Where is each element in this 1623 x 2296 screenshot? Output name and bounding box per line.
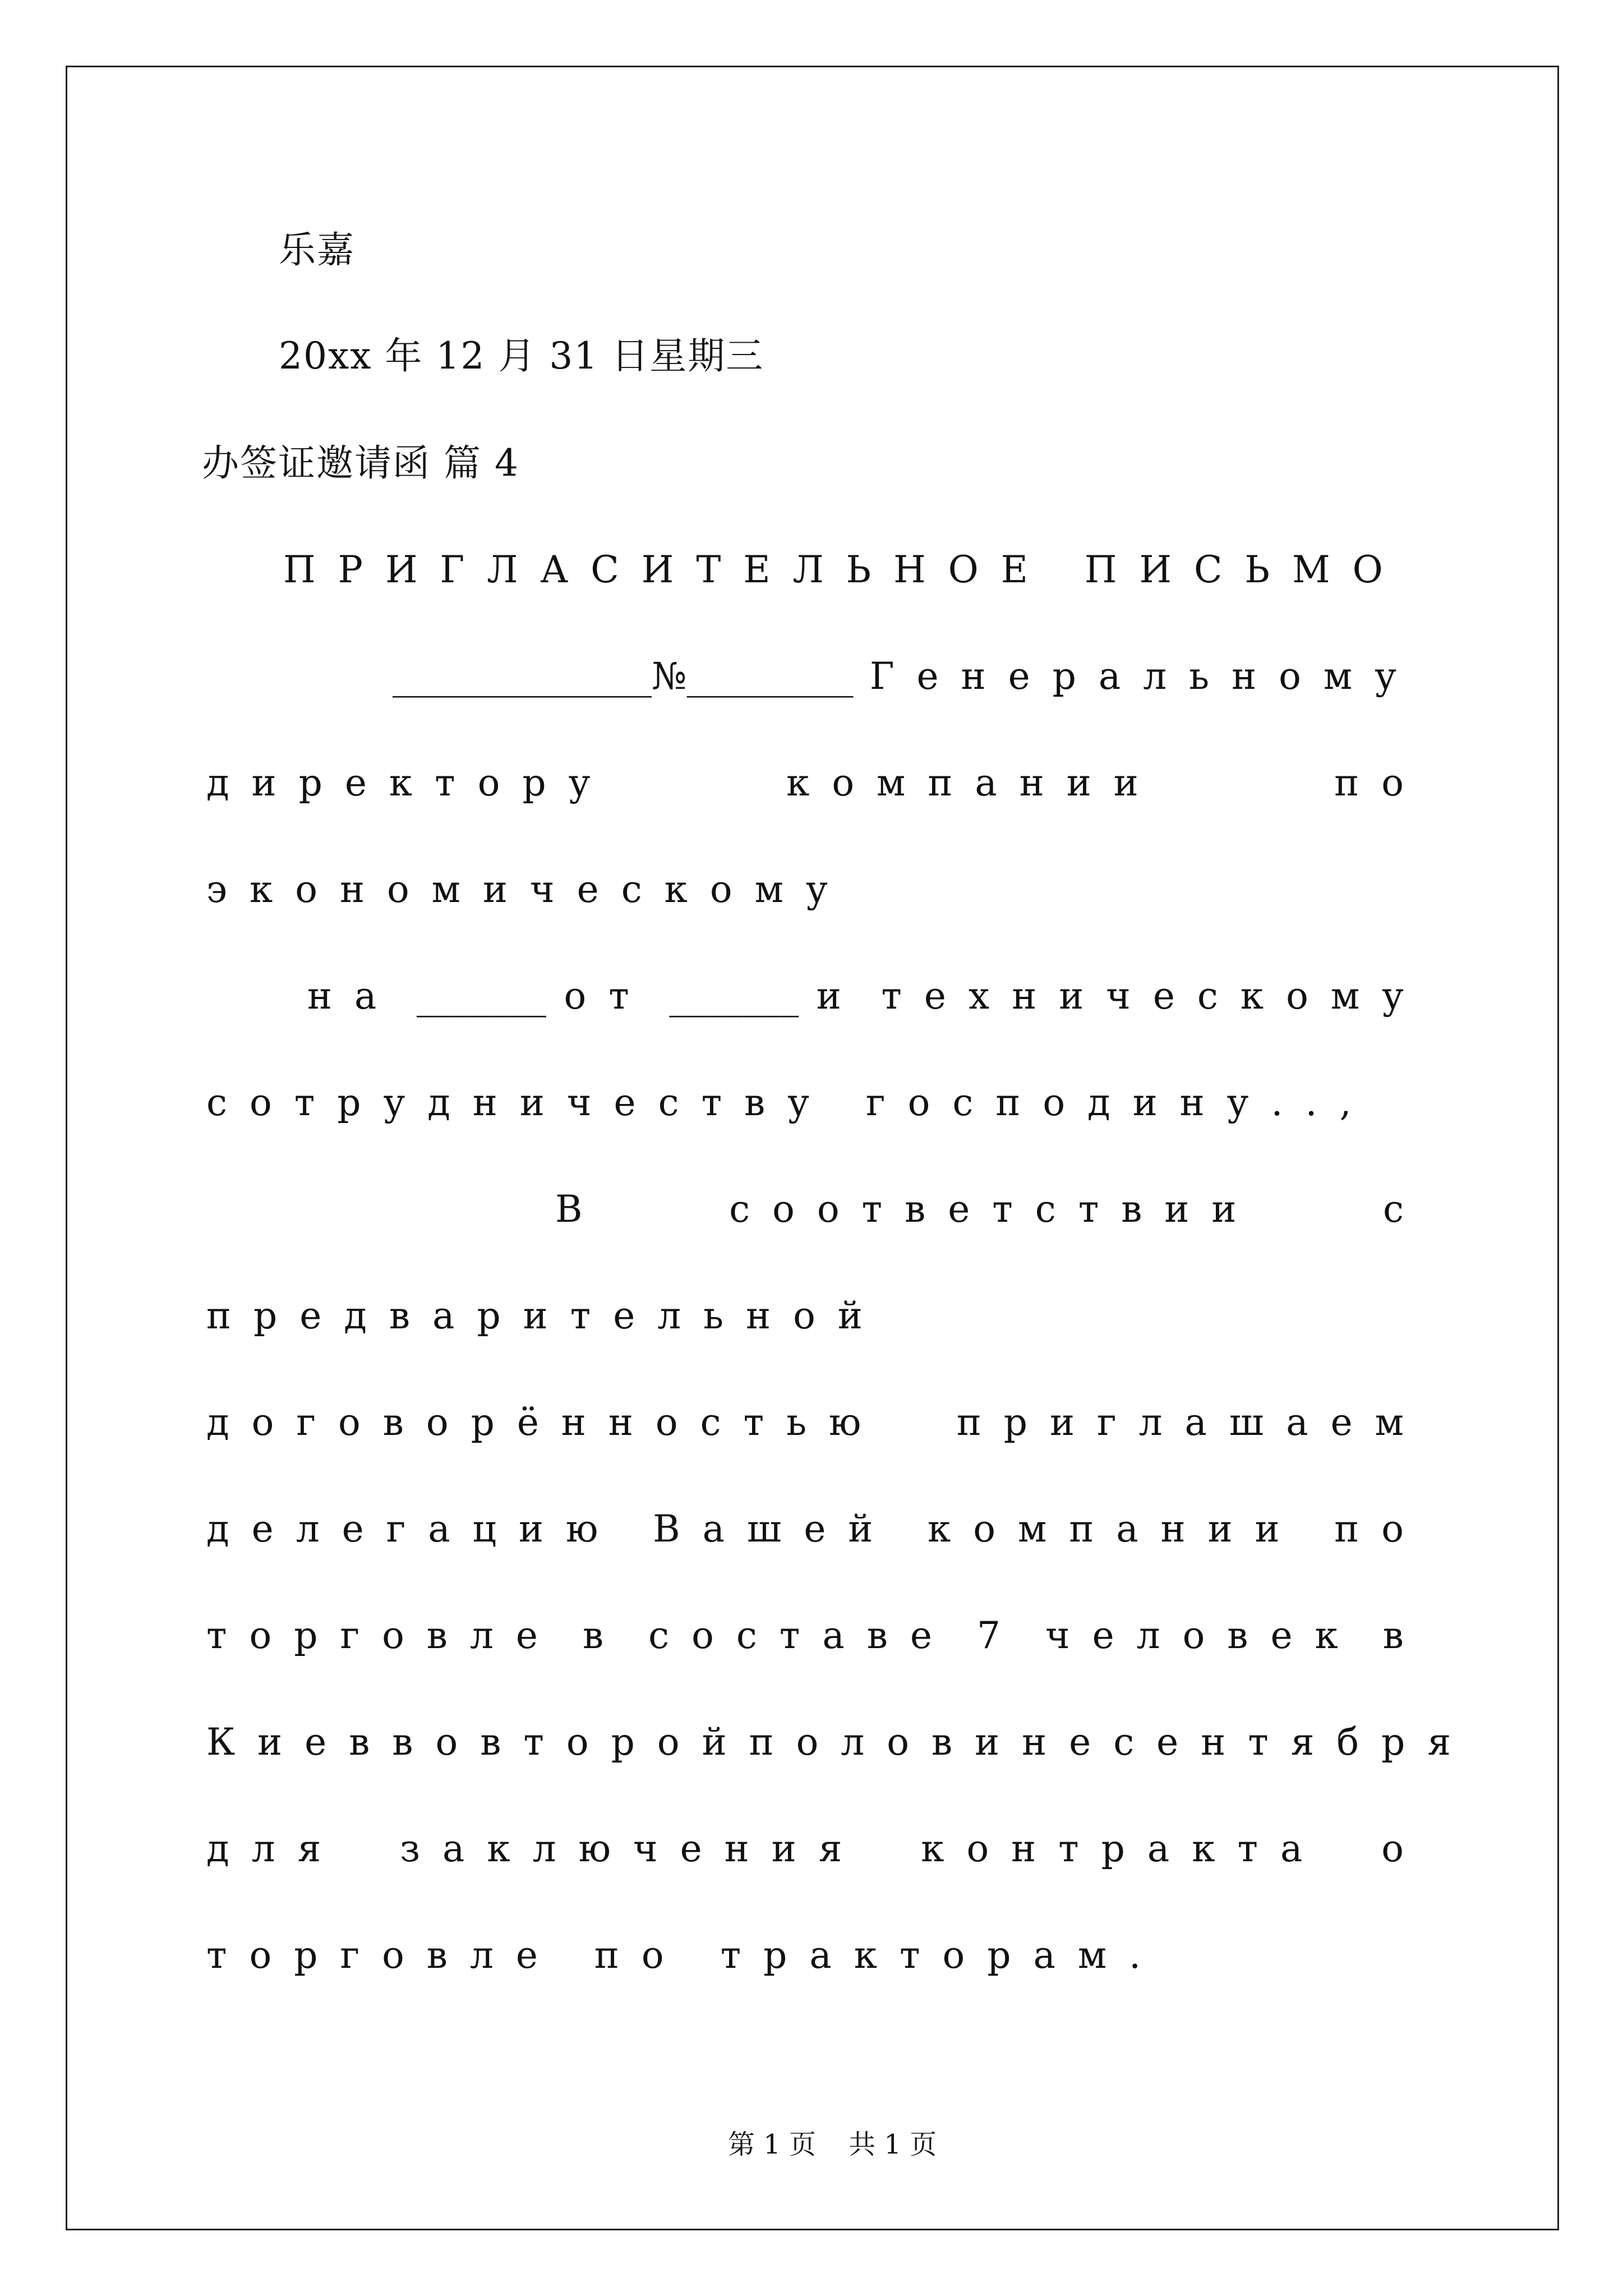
- body-line-3: [206, 1401, 1426, 1444]
- word: договорённостью: [206, 1401, 884, 1444]
- word: Вашей: [653, 1507, 896, 1550]
- word: техническому: [881, 974, 1426, 1018]
- addressee-line-4: [307, 974, 1426, 1018]
- page-footer: [728, 2123, 937, 2161]
- body-line-5: [206, 1614, 1426, 1657]
- word: 7: [976, 1614, 1023, 1657]
- word: о: [1381, 1827, 1426, 1870]
- word: по: [1334, 1507, 1426, 1550]
- word: приглашаем: [956, 1401, 1426, 1444]
- body-line-4: [206, 1507, 1426, 1550]
- addressee-line-2: [206, 761, 1426, 804]
- word: составе: [648, 1614, 955, 1657]
- word: Киев: [206, 1720, 393, 1764]
- word: компании: [928, 1507, 1302, 1550]
- word: соответствии: [729, 1188, 1259, 1231]
- word: для: [206, 1827, 344, 1870]
- word: от: [564, 974, 652, 1018]
- author-name: 乐嘉: [279, 228, 355, 272]
- body-line-2: предварительной: [206, 1294, 885, 1337]
- word: директору: [206, 761, 613, 804]
- page-border: [66, 66, 1559, 2230]
- ref-line: [393, 655, 1419, 698]
- date-line: 20xx 年 12 月 31 日星期三: [279, 334, 764, 378]
- word: и: [816, 974, 864, 1018]
- addressee-line-5: сотрудничеству господину..,: [206, 1081, 1374, 1124]
- section-title: 办签证邀请函 篇 4: [202, 441, 519, 485]
- letter-title: ПРИГЛАСИТЕЛЬНОЕ ПИСЬМО: [283, 548, 1405, 591]
- word: в: [1382, 1614, 1426, 1657]
- word: по: [1334, 761, 1426, 804]
- blank-field: _______: [669, 974, 799, 1018]
- ref-blank-left: ______________: [393, 655, 652, 698]
- word: на: [307, 974, 399, 1018]
- word: половине: [749, 1720, 1114, 1764]
- word: компании: [786, 761, 1161, 804]
- ref-blank-right: _________: [686, 655, 854, 698]
- word: человек: [1045, 1614, 1361, 1657]
- number-sign: №: [652, 655, 687, 698]
- word: сентября: [1113, 1720, 1473, 1764]
- word: в: [582, 1614, 626, 1657]
- word: торговле: [206, 1614, 560, 1657]
- addressee-line-3: экономическому: [206, 868, 850, 911]
- word: В: [555, 1188, 605, 1231]
- word: второй: [480, 1720, 749, 1764]
- blank-field: _______: [416, 974, 546, 1018]
- body-line-1: [555, 1188, 1426, 1231]
- word: контракта: [921, 1827, 1325, 1870]
- page-total: 共 1 页: [849, 2129, 937, 2160]
- body-line-7: [206, 1827, 1426, 1870]
- word: с: [1383, 1188, 1426, 1231]
- word: заключения: [400, 1827, 865, 1870]
- body-line-8: торговле по тракторам.: [206, 1934, 1164, 1977]
- body-line-6: [206, 1720, 1473, 1764]
- word: делегацию: [206, 1507, 621, 1550]
- addressee-title: Генеральному: [869, 655, 1419, 698]
- word: во: [392, 1720, 481, 1764]
- page-number: 第 1 页: [728, 2129, 817, 2160]
